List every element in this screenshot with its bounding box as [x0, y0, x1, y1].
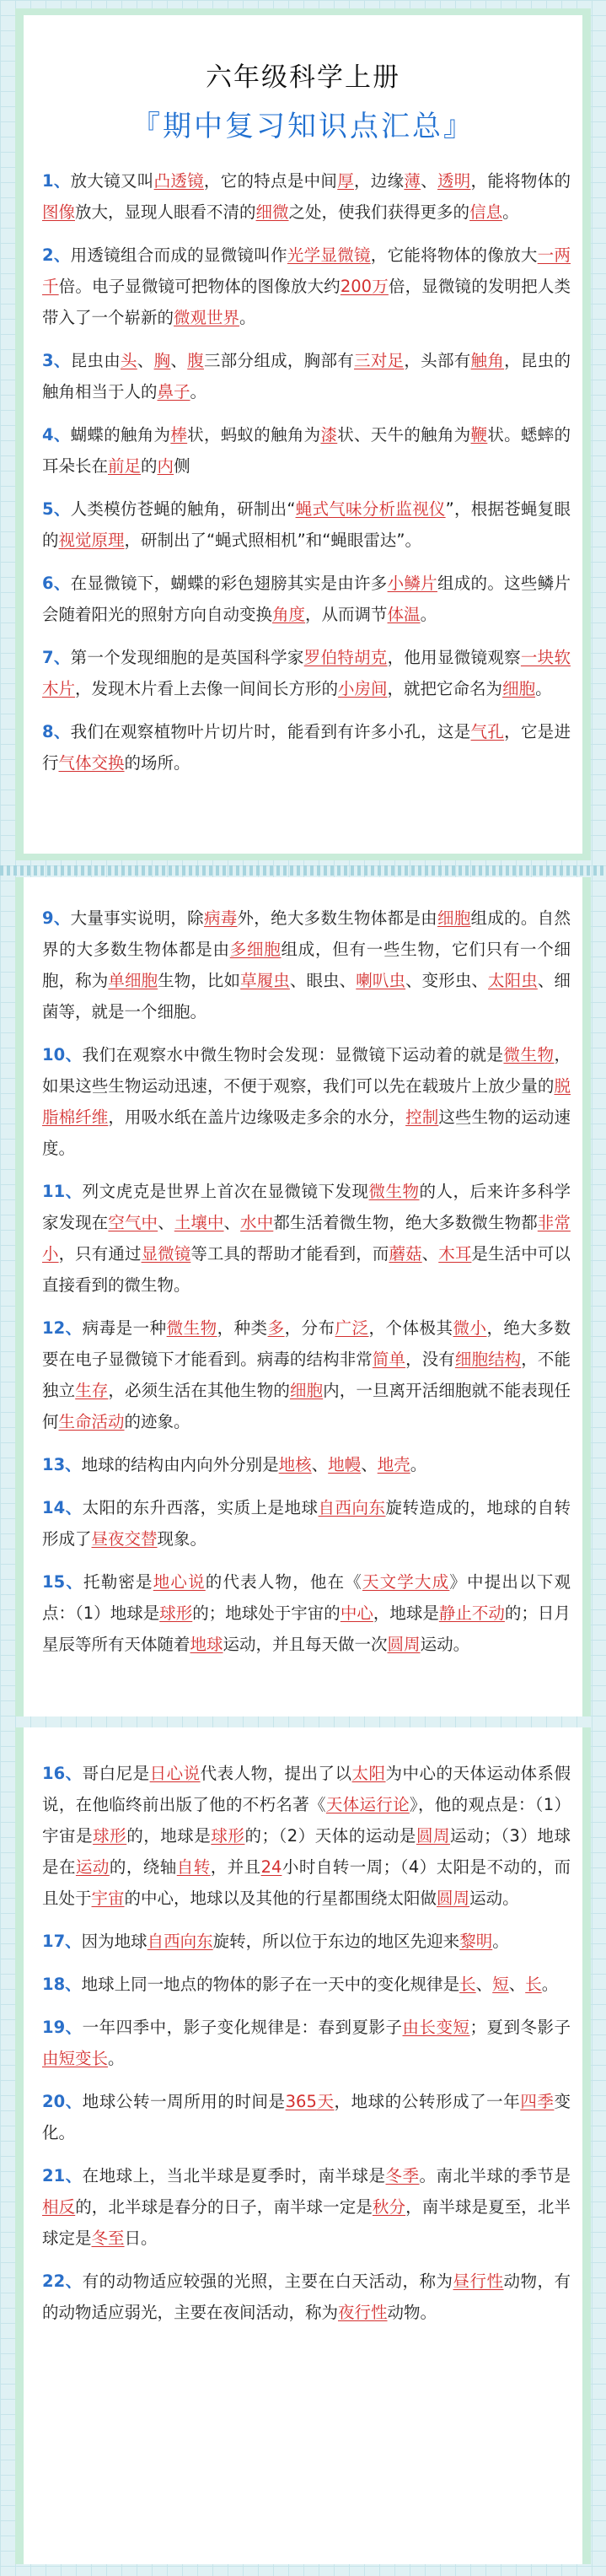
- key-term: 微生物: [166, 1318, 217, 1338]
- knowledge-item: [42, 1926, 571, 1957]
- knowledge-item: [42, 568, 571, 630]
- key-term: 冬季: [385, 2166, 420, 2185]
- item-text: 外，绝大多数生物体都是由: [237, 908, 437, 928]
- item-text: 、眼虫、: [289, 971, 357, 990]
- item-text: 倍，显微镜的发明把人类带入了一个崭新的: [42, 277, 571, 327]
- key-term: 四季: [520, 2092, 555, 2111]
- key-term: 自转: [176, 1857, 211, 1877]
- item-text: 运动。: [469, 1889, 519, 1908]
- item-number: 4、: [42, 425, 71, 445]
- key-term: 细胞结构: [454, 1350, 522, 1369]
- key-term: 宇宙: [91, 1889, 125, 1908]
- item-text: ，它能将物体的像放大: [370, 245, 538, 265]
- item-text: 现象。: [157, 1529, 207, 1549]
- item-text: 日。: [124, 2228, 158, 2248]
- item-text: ，就把它命名为: [387, 679, 503, 698]
- key-term: 喇叭虫: [356, 971, 406, 990]
- knowledge-card-1: [15, 8, 591, 860]
- item-text: 的，绕轴: [109, 1857, 177, 1877]
- item-number: 17、: [42, 1932, 82, 1951]
- item-text: ，研制出了“蝇式照相机”和“蝇眼雷达”。: [124, 531, 421, 550]
- key-term: 广泛: [335, 1318, 369, 1338]
- knowledge-item: [42, 1969, 571, 2000]
- key-term: 多: [267, 1318, 285, 1338]
- item-text: 内，一旦离开活细胞就不能表现任何: [42, 1381, 571, 1431]
- item-text: 。: [190, 382, 207, 401]
- item-text: 的场所。: [124, 753, 190, 773]
- item-text: ，边缘: [354, 171, 405, 191]
- item-text: 》中提出以下观点：（1）地球是: [42, 1572, 571, 1623]
- item-text: 、: [170, 351, 188, 370]
- item-text: 倍。电子显微镜可把物体的图像放大约: [58, 277, 341, 296]
- key-term: 生命活动: [58, 1412, 125, 1431]
- knowledge-item: [42, 2160, 571, 2254]
- item-number: 10、: [42, 1045, 83, 1064]
- item-text: 的，地球是: [126, 1826, 212, 1846]
- item-text: 、细菌等，就是一个细胞。: [42, 971, 571, 1021]
- item-text: 之处，使我们获得更多的: [288, 202, 470, 222]
- item-text: 蝴蝶的触角为: [70, 425, 171, 445]
- item-number: 3、: [42, 351, 71, 370]
- grade-title: 六年级科学上册: [206, 62, 400, 93]
- key-term: 薄: [404, 171, 421, 191]
- item-text: ，如果这些生物运动迅速，不便于观察，我们可以先在载玻片上放少量的: [42, 1045, 571, 1096]
- key-term: 胸: [153, 351, 171, 370]
- item-text: 运动。: [420, 1635, 470, 1654]
- item-text: 。: [541, 1975, 559, 1994]
- key-term: 地幔: [328, 1455, 362, 1474]
- item-text: ”，根据苍蝇复眼的: [42, 499, 571, 550]
- item-text: ，没有: [405, 1350, 455, 1369]
- key-term: 地球: [190, 1635, 223, 1654]
- key-term: 非常小: [42, 1213, 571, 1264]
- key-term: 图像: [42, 202, 76, 222]
- knowledge-item: [42, 2012, 571, 2074]
- key-term: 罗伯特胡克: [303, 648, 388, 667]
- key-term: 草履虫: [240, 971, 290, 990]
- key-term: 透明: [437, 171, 471, 191]
- item-text: 的: [141, 456, 158, 476]
- item-text: 列文虎克是世界上首次在显微镜下发现: [82, 1182, 369, 1201]
- item-number: 8、: [42, 722, 71, 741]
- key-term: 信息: [469, 202, 503, 222]
- item-text: 侧: [174, 456, 190, 476]
- item-number: 16、: [42, 1764, 83, 1783]
- item-text: ，发现木片看上去像一间间长方形的: [75, 679, 339, 698]
- key-term: 细胞: [437, 908, 471, 928]
- item-text: 。: [108, 2049, 125, 2068]
- item-text: 。: [502, 202, 519, 222]
- item-text: 组成的。这些鳞片会随着阳光的照射方向自动变换: [42, 574, 571, 624]
- key-term: 单细胞: [108, 971, 158, 990]
- item-text: 状，蚂蚁的触角为: [187, 425, 321, 445]
- key-term: 水中: [240, 1213, 274, 1232]
- knowledge-list-1: [42, 165, 571, 790]
- item-text: 放大，显现人眼看不清的: [75, 202, 256, 222]
- item-number: 18、: [42, 1975, 82, 1994]
- item-text: 哥白尼是: [82, 1764, 150, 1783]
- item-number: 12、: [42, 1318, 83, 1338]
- key-term: 小鳞片: [387, 574, 437, 593]
- knowledge-item: [42, 1566, 571, 1660]
- key-term: 长: [459, 1975, 476, 1994]
- key-term: 球形: [93, 1826, 127, 1846]
- item-text: 的迹象。: [124, 1412, 190, 1431]
- item-text: 、: [158, 1213, 174, 1232]
- key-term: 蘑菇: [389, 1244, 422, 1264]
- item-number: 9、: [42, 908, 71, 928]
- item-text: 状。蟋蟀的耳朵长在: [42, 425, 571, 476]
- knowledge-item: [42, 1039, 571, 1164]
- item-text: 托勒密是: [83, 1572, 153, 1592]
- knowledge-item: [42, 2086, 571, 2148]
- item-text: 。: [420, 605, 437, 624]
- item-text: 、: [475, 1975, 493, 1994]
- divider: [0, 865, 606, 876]
- item-text: 代表人物，提出了以: [200, 1764, 352, 1783]
- item-text: 的人，后来许多科学家发现在: [42, 1182, 571, 1232]
- item-text: 、变形虫、: [405, 971, 489, 990]
- item-text: 病毒是一种: [82, 1318, 167, 1338]
- item-text: 。: [535, 679, 552, 698]
- item-text: ，从而调节: [305, 605, 388, 624]
- key-term: 中心: [340, 1603, 373, 1623]
- item-text: 太阳的东升西落，实质上是地球: [82, 1498, 319, 1517]
- item-text: 地球公转一周所用的时间是: [82, 2092, 286, 2111]
- key-term: 简单: [372, 1350, 406, 1369]
- key-term: 天文学大成: [362, 1572, 450, 1592]
- item-text: 等工具的帮助才能看到，而: [190, 1244, 389, 1264]
- knowledge-item: [42, 1449, 571, 1480]
- item-text: 一年四季中，影子变化规律是：春到夏影子: [82, 2018, 403, 2037]
- key-term: 秋分: [372, 2197, 406, 2217]
- key-term: 地核: [278, 1455, 312, 1474]
- key-term: 土壤中: [174, 1213, 224, 1232]
- item-text: 昆虫由: [70, 351, 121, 370]
- key-term: 由短变长: [42, 2049, 109, 2068]
- knowledge-item: [42, 419, 571, 482]
- item-text: 用透镜组合而成的显微镜叫作: [70, 245, 287, 265]
- item-text: ，地球是: [373, 1603, 439, 1623]
- key-term: 太阳: [351, 1764, 386, 1783]
- item-number: 2、: [42, 245, 71, 265]
- item-text: ，它的特点是中间: [203, 171, 338, 191]
- item-text: ，能将物体的: [470, 171, 571, 191]
- key-term: 视觉原理: [58, 531, 125, 550]
- item-text: 变化。: [42, 2092, 571, 2142]
- item-text: 为中心的天体运动体系假说，在他临终前出版了他的不朽名著《: [42, 1764, 571, 1814]
- key-term: 由长变短: [402, 2018, 470, 2037]
- key-term: 生存: [75, 1381, 109, 1400]
- key-term: 触角: [470, 351, 505, 370]
- key-term: 腹: [187, 351, 204, 370]
- item-number: 1、: [42, 171, 71, 191]
- item-text: 、: [361, 1455, 378, 1474]
- item-text: 。: [410, 1455, 427, 1474]
- item-text: 组成的。自然界的大多数生物体都是由: [42, 908, 571, 959]
- item-text: 状、天牛的触角为: [337, 425, 471, 445]
- item-text: 组成，但有一些生物，它们只有一个细胞，称为: [42, 940, 571, 990]
- knowledge-item: [42, 493, 571, 556]
- item-text: 旋转，所以位于东边的地区先迎来: [212, 1932, 460, 1951]
- item-text: 、: [421, 1244, 439, 1264]
- key-term: 自西向东: [318, 1498, 386, 1517]
- key-term: 细胞: [502, 679, 536, 698]
- key-term: 日心说: [149, 1764, 201, 1783]
- item-text: ，不能独立: [42, 1350, 571, 1400]
- knowledge-item: [42, 716, 571, 779]
- item-number: 11、: [42, 1182, 83, 1201]
- item-text: 》，他的观点是：（1）宇宙是: [42, 1795, 571, 1846]
- key-term: 静止不动: [438, 1603, 505, 1623]
- key-term: 万: [372, 277, 389, 296]
- item-text: 是生活中可以直接看到的微生物。: [42, 1244, 571, 1295]
- item-number: 14、: [42, 1498, 83, 1517]
- knowledge-item: [42, 1758, 571, 1914]
- key-term: 厚: [337, 171, 354, 191]
- key-term: 棒: [170, 425, 188, 445]
- knowledge-list-3: [42, 1758, 571, 2340]
- key-term: 地心说: [153, 1572, 206, 1592]
- key-term: 冬至: [91, 2228, 125, 2248]
- item-text: ，并且: [210, 1857, 261, 1877]
- knowledge-item: [42, 1312, 571, 1437]
- item-text: ，个体极其: [368, 1318, 453, 1338]
- key-term: 光学显微镜: [287, 245, 371, 265]
- item-text: 的，北半球是春分的日子，南半球一定是: [75, 2197, 373, 2217]
- key-term: 黎明: [459, 1932, 493, 1951]
- knowledge-list-2: [42, 903, 571, 1672]
- key-term: 细微: [255, 202, 289, 222]
- key-term: 蝇式气味分析监视仪: [295, 499, 446, 519]
- item-text: ，昆虫的触角相当于人的: [42, 351, 571, 401]
- key-term: 200: [340, 277, 373, 296]
- item-text: 、: [311, 1455, 329, 1474]
- item-text: ，南半球是夏至，北半球定是: [42, 2197, 571, 2248]
- item-text: 动物，有的动物适应弱光，主要在夜间活动，称为: [42, 2272, 571, 2322]
- key-term: 圆周: [416, 1826, 451, 1846]
- key-term: 圆周: [437, 1889, 470, 1908]
- knowledge-item: [42, 165, 571, 228]
- item-text: 的中心，地球以及其他的行星都围绕太阳做: [124, 1889, 437, 1908]
- key-term: 球形: [211, 1826, 245, 1846]
- item-text: 、: [223, 1213, 241, 1232]
- key-term: 前足: [108, 456, 142, 476]
- item-text: ，他用显微镜观察: [387, 648, 521, 667]
- item-text: 的代表人物，他在《: [205, 1572, 362, 1592]
- key-term: 天: [316, 2092, 335, 2111]
- item-text: 有的动物适应较强的光照，主要在白天活动，称为: [82, 2272, 453, 2291]
- item-number: 6、: [42, 574, 71, 593]
- key-term: 病毒: [203, 908, 238, 928]
- item-text: 在显微镜下，蝴蝶的彩色翅膀其实是由许多: [70, 574, 388, 593]
- item-text: ，头部有: [404, 351, 471, 370]
- item-text: ，种类: [217, 1318, 268, 1338]
- item-text: 动物。: [387, 2303, 437, 2322]
- item-text: 第一个发现细胞的是英国科学家: [70, 648, 304, 667]
- item-number: 15、: [42, 1572, 84, 1592]
- key-term: 细胞: [289, 1381, 324, 1400]
- item-number: 22、: [42, 2272, 83, 2291]
- key-term: 漆: [320, 425, 338, 445]
- item-text: 地球的结构由内向外分别是: [81, 1455, 279, 1474]
- key-term: 球形: [159, 1603, 193, 1623]
- item-text: 运动；（3）地球是在: [42, 1826, 571, 1877]
- item-text: ，分布: [284, 1318, 335, 1338]
- item-text: 旋转造成的，地球的自转形成了: [42, 1498, 571, 1549]
- item-text: 生物，比如: [158, 971, 241, 990]
- item-text: 都生活着微生物，绝大多数微生物都: [273, 1213, 538, 1232]
- item-text: 。: [492, 1932, 509, 1951]
- item-text: 地球上同一地点的物体的影子在一天中的变化规律是: [81, 1975, 460, 1994]
- key-term: 三对足: [354, 351, 405, 370]
- key-term: 相反: [42, 2197, 76, 2217]
- key-term: 气体交换: [58, 753, 125, 773]
- key-term: 内: [157, 456, 174, 476]
- knowledge-item: [42, 903, 571, 1027]
- item-text: ，必须生活在其他生物的: [108, 1381, 290, 1400]
- key-term: 运动: [75, 1857, 110, 1877]
- key-term: 一两千: [42, 245, 571, 296]
- item-text: 大量事实说明，除: [70, 908, 204, 928]
- key-term: 地壳: [377, 1455, 410, 1474]
- item-text: 。: [239, 308, 256, 327]
- key-term: 夜行性: [338, 2303, 388, 2322]
- key-term: 太阳虫: [488, 971, 538, 990]
- knowledge-item: [42, 345, 571, 407]
- item-text: 三部分组成，胸部有: [203, 351, 355, 370]
- knowledge-item: [42, 642, 571, 704]
- item-number: 13、: [42, 1455, 82, 1474]
- key-term: 多细胞: [229, 940, 282, 959]
- key-term: 微观世界: [174, 308, 240, 327]
- item-text: ，绝大多数要在电子显微镜下才能看到。病毒的结构非常: [42, 1318, 571, 1369]
- item-text: ；夏到冬影子: [469, 2018, 571, 2037]
- item-text: 我们在观察植物叶片切片时，能看到有许多小孔，这是: [70, 722, 471, 741]
- item-text: 人类模仿苍蝇的触角，研制出“: [70, 499, 296, 519]
- item-text: ，它是进行: [42, 722, 571, 773]
- key-term: 昼夜交替: [91, 1529, 158, 1549]
- item-text: 、: [508, 1975, 526, 1994]
- key-term: 一块软木片: [42, 648, 571, 698]
- key-term: 头: [121, 351, 137, 370]
- key-term: 空气中: [108, 1213, 158, 1232]
- key-term: 控制: [405, 1107, 439, 1127]
- key-term: 凸透镜: [153, 171, 204, 191]
- item-text: ，只有通过: [58, 1244, 142, 1264]
- item-number: 20、: [42, 2092, 83, 2111]
- key-term: 长: [525, 1975, 542, 1994]
- key-term: 角度: [272, 605, 306, 624]
- item-text: 的；（2）天体的运动是: [244, 1826, 416, 1846]
- knowledge-item: [42, 1176, 571, 1301]
- item-text: 、: [421, 171, 437, 191]
- item-text: ，用吸水纸在盖片边缘吸走多余的水分，: [108, 1107, 406, 1127]
- key-term: 微小: [453, 1318, 487, 1338]
- review-title: 『期中复习知识点汇总』: [131, 110, 475, 143]
- key-term: 24: [260, 1857, 282, 1877]
- key-term: 气孔: [470, 722, 505, 741]
- key-term: 微生物: [503, 1045, 555, 1064]
- key-term: 体温: [387, 605, 421, 624]
- key-term: 昼行性: [453, 2272, 504, 2291]
- item-text: ，地球的公转形成了一年: [334, 2092, 521, 2111]
- item-text: 因为地球: [81, 1932, 147, 1951]
- key-term: 鼻子: [157, 382, 190, 401]
- key-term: 微生物: [368, 1182, 420, 1201]
- key-term: 天体运行论: [325, 1795, 410, 1814]
- item-text: 这些生物的运动速度。: [42, 1107, 571, 1158]
- knowledge-item: [42, 1492, 571, 1555]
- knowledge-item: [42, 2266, 571, 2328]
- item-text: 小时自转一周；（4）太阳是不动的，而且处于: [42, 1857, 571, 1908]
- item-number: 7、: [42, 648, 71, 667]
- item-text: 、: [137, 351, 154, 370]
- key-term: 短: [492, 1975, 509, 1994]
- key-term: 小房间: [338, 679, 388, 698]
- key-term: 圆周: [387, 1635, 421, 1654]
- item-text: 。南北半球的季节是: [419, 2166, 571, 2185]
- key-term: 脱脂棉纤维: [42, 1076, 571, 1127]
- item-number: 21、: [42, 2166, 83, 2185]
- item-text: 放大镜又叫: [70, 171, 154, 191]
- key-term: 木耳: [438, 1244, 472, 1264]
- item-text: 的；地球处于宇宙的: [192, 1603, 341, 1623]
- item-number: 19、: [42, 2018, 83, 2037]
- knowledge-card-2: [15, 877, 591, 1716]
- knowledge-card-3: [15, 1727, 591, 2564]
- item-text: 我们在观察水中微生物时会发现：显微镜下运动着的就是: [82, 1045, 504, 1064]
- item-number: 5、: [42, 499, 71, 519]
- key-term: 365: [285, 2092, 317, 2111]
- item-text: 的；日月星辰等所有天体随着: [42, 1603, 571, 1654]
- item-text: 运动，并且每天做一次: [223, 1635, 388, 1654]
- item-text: 在地球上，当北半球是夏季时，南半球是: [82, 2166, 386, 2185]
- key-term: 鞭: [470, 425, 488, 445]
- key-term: 自西向东: [147, 1932, 213, 1951]
- knowledge-item: [42, 240, 571, 333]
- key-term: 显微镜: [141, 1244, 191, 1264]
